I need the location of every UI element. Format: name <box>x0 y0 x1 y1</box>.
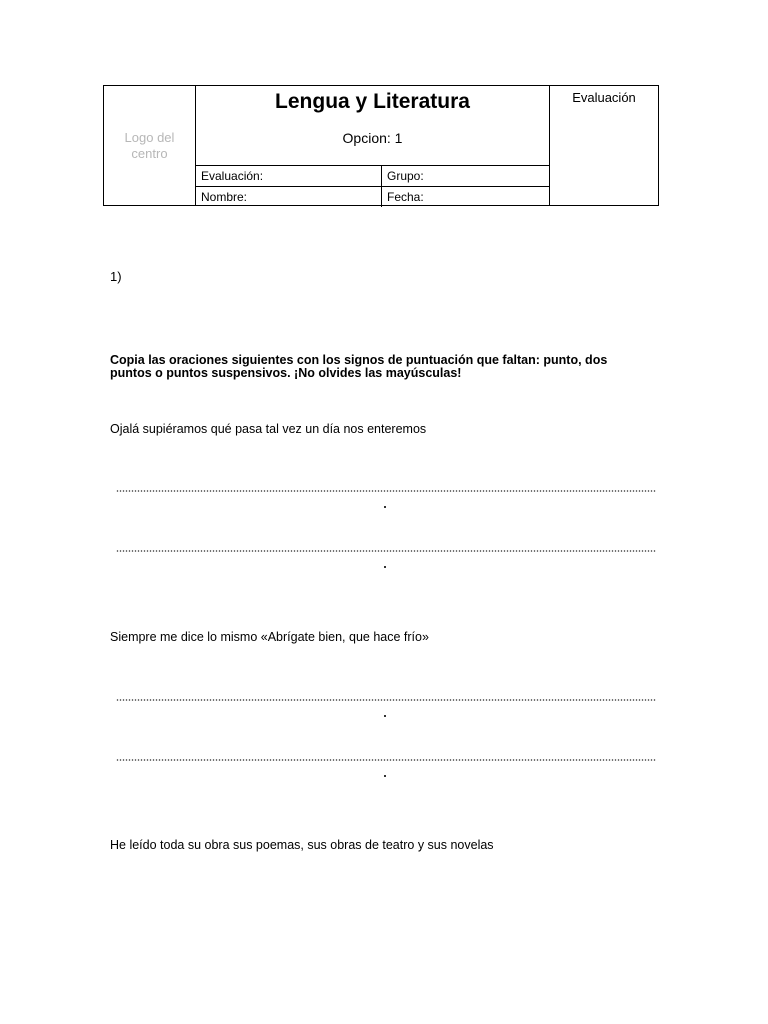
page-title: Lengua y Literatura <box>275 90 470 113</box>
answer-line[interactable] <box>116 759 656 761</box>
answer-line-end-dot <box>384 775 386 777</box>
answer-line-end-dot <box>384 506 386 508</box>
title-area <box>196 86 549 165</box>
evaluacion-label: Evaluación: <box>201 169 264 183</box>
answer-line-end-dot <box>384 566 386 568</box>
nombre-label: Nombre: <box>201 190 248 204</box>
sentence-1: Ojalá supiéramos qué pasa tal vez un día nos enteremos <box>110 422 427 436</box>
evaluation-box <box>549 86 658 205</box>
sentence-3: He leído toda su obra sus poemas, sus obras de teatro y sus novelas <box>110 838 494 852</box>
answer-line[interactable] <box>116 550 656 552</box>
logo-text: Logo del centro <box>124 129 175 161</box>
exam-header <box>103 85 659 206</box>
school-logo-placeholder <box>104 86 196 205</box>
evaluacion-field[interactable] <box>196 166 382 186</box>
answer-line-end-dot <box>384 715 386 717</box>
question-instruction: Copia las oraciones siguientes con los signos de puntuación que faltan: punto, dos puntos o puntos suspensivos. ¡No olvides las mayúsculas! <box>110 353 608 380</box>
student-info-grid <box>196 165 549 205</box>
evaluation-label: Evaluación <box>572 90 636 105</box>
info-row <box>196 187 549 207</box>
question-number: 1) <box>110 269 122 284</box>
exam-option: Opcion: 1 <box>342 130 403 146</box>
fecha-field[interactable] <box>382 187 549 207</box>
info-row <box>196 166 549 187</box>
fecha-label: Fecha: <box>387 190 424 204</box>
answer-line[interactable] <box>116 490 656 492</box>
nombre-field[interactable] <box>196 187 382 207</box>
sentence-2: Siempre me dice lo mismo «Abrígate bien, que hace frío» <box>110 630 429 644</box>
grupo-field[interactable] <box>382 166 549 186</box>
grupo-label: Grupo: <box>387 169 424 183</box>
answer-line[interactable] <box>116 699 656 701</box>
